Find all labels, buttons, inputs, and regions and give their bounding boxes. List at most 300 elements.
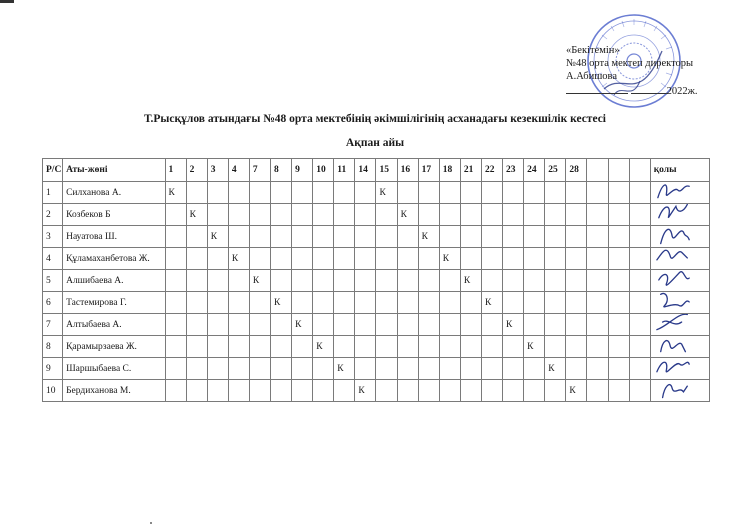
day-cell <box>376 358 397 380</box>
day-cell <box>418 314 439 336</box>
day-cell <box>418 182 439 204</box>
day-cell <box>249 226 270 248</box>
day-cell <box>207 204 228 226</box>
day-cell <box>334 314 355 336</box>
day-cell <box>228 292 249 314</box>
day-cell <box>313 292 334 314</box>
day-cell <box>460 358 481 380</box>
header-day: 28 <box>566 159 587 182</box>
header-day: 16 <box>397 159 418 182</box>
day-cell <box>629 226 650 248</box>
approval-date-line <box>566 84 736 98</box>
duty-mark: К <box>397 204 418 226</box>
day-cell <box>249 380 270 402</box>
day-cell <box>629 380 650 402</box>
day-cell <box>334 204 355 226</box>
day-cell <box>397 248 418 270</box>
day-cell <box>334 270 355 292</box>
day-cell <box>165 292 186 314</box>
duty-mark: К <box>207 226 228 248</box>
employee-name: Алтыбаева А. <box>63 314 165 336</box>
day-cell <box>481 358 502 380</box>
day-cell <box>460 336 481 358</box>
day-cell <box>292 182 313 204</box>
day-cell <box>566 358 587 380</box>
table-row <box>43 314 710 336</box>
day-cell <box>376 380 397 402</box>
duty-mark: К <box>376 182 397 204</box>
day-cell <box>503 358 524 380</box>
day-cell <box>503 292 524 314</box>
day-cell <box>228 314 249 336</box>
employee-name: Бердиханова М. <box>63 380 165 402</box>
duty-mark: К <box>418 226 439 248</box>
handwritten-signature <box>655 314 693 336</box>
employee-name: Қарамырзаева Ж. <box>63 336 165 358</box>
day-cell <box>566 292 587 314</box>
header-number: Р/С <box>43 159 63 182</box>
day-cell <box>334 292 355 314</box>
duty-mark: К <box>271 292 292 314</box>
day-cell <box>587 204 608 226</box>
document-title: Т.Рысқұлов атындағы №48 орта мектебінің әкімшілігінің асханадағы кезекшілік кестесі <box>144 113 606 125</box>
day-cell <box>292 336 313 358</box>
row-number: 3 <box>43 226 63 248</box>
row-number: 4 <box>43 248 63 270</box>
day-cell <box>355 314 376 336</box>
day-cell <box>271 248 292 270</box>
day-cell <box>207 182 228 204</box>
day-cell <box>460 204 481 226</box>
day-cell <box>355 248 376 270</box>
day-cell <box>503 182 524 204</box>
day-cell <box>629 248 650 270</box>
duty-mark: К <box>524 336 545 358</box>
day-cell <box>271 204 292 226</box>
day-cell <box>376 226 397 248</box>
day-cell <box>545 182 566 204</box>
signature-cell <box>650 270 709 292</box>
day-cell <box>313 358 334 380</box>
day-cell <box>629 314 650 336</box>
day-cell <box>249 336 270 358</box>
day-cell <box>566 336 587 358</box>
day-cell <box>503 226 524 248</box>
duty-mark: К <box>186 204 207 226</box>
day-cell <box>271 270 292 292</box>
handwritten-signature <box>655 270 693 292</box>
day-cell <box>376 248 397 270</box>
day-cell <box>313 314 334 336</box>
day-cell <box>186 182 207 204</box>
day-cell <box>207 314 228 336</box>
day-cell <box>608 292 629 314</box>
day-cell <box>292 226 313 248</box>
header-day: 10 <box>313 159 334 182</box>
day-cell <box>186 292 207 314</box>
signature-cell <box>650 336 709 358</box>
day-cell <box>355 182 376 204</box>
day-cell <box>418 204 439 226</box>
day-cell <box>524 270 545 292</box>
header-day: 15 <box>376 159 397 182</box>
header-day: 11 <box>334 159 355 182</box>
day-cell <box>439 204 460 226</box>
day-cell <box>165 248 186 270</box>
approval-year: 2022ж. <box>666 86 698 97</box>
header-day: 7 <box>249 159 270 182</box>
day-cell <box>313 270 334 292</box>
handwritten-signature <box>655 358 693 380</box>
day-cell <box>439 292 460 314</box>
day-cell <box>418 358 439 380</box>
day-cell <box>587 336 608 358</box>
handwritten-signature <box>655 226 693 248</box>
day-cell <box>608 270 629 292</box>
day-cell <box>629 204 650 226</box>
handwritten-signature <box>655 182 693 204</box>
header-signature: қолы <box>650 159 709 182</box>
day-cell <box>629 292 650 314</box>
header-day: 25 <box>545 159 566 182</box>
day-cell <box>545 380 566 402</box>
day-cell <box>271 336 292 358</box>
day-cell <box>397 358 418 380</box>
day-cell <box>608 248 629 270</box>
day-cell <box>186 358 207 380</box>
day-cell <box>503 336 524 358</box>
day-cell <box>418 270 439 292</box>
day-cell <box>629 336 650 358</box>
handwritten-signature <box>655 248 693 270</box>
day-cell <box>629 358 650 380</box>
day-cell <box>292 248 313 270</box>
day-cell <box>587 292 608 314</box>
table-row <box>43 248 710 270</box>
header-day: 18 <box>439 159 460 182</box>
day-cell <box>524 248 545 270</box>
day-cell <box>249 248 270 270</box>
day-cell <box>481 314 502 336</box>
duty-mark: К <box>249 270 270 292</box>
day-cell <box>228 182 249 204</box>
table-row <box>43 358 710 380</box>
day-cell <box>545 204 566 226</box>
day-cell <box>587 358 608 380</box>
header-day <box>608 159 629 182</box>
day-cell <box>228 380 249 402</box>
day-cell <box>271 226 292 248</box>
day-cell <box>228 336 249 358</box>
day-cell <box>249 182 270 204</box>
employee-name: Силханова А. <box>63 182 165 204</box>
day-cell <box>481 270 502 292</box>
day-cell <box>460 380 481 402</box>
day-cell <box>608 314 629 336</box>
document-subtitle: Ақпан айы <box>345 137 405 149</box>
day-cell <box>292 358 313 380</box>
day-cell <box>292 292 313 314</box>
handwritten-signature <box>655 336 693 358</box>
duty-mark: К <box>460 270 481 292</box>
signature-cell <box>650 314 709 336</box>
signature-cell <box>650 248 709 270</box>
day-cell <box>355 358 376 380</box>
day-cell <box>545 292 566 314</box>
day-cell <box>165 314 186 336</box>
header-day: 2 <box>186 159 207 182</box>
duty-mark: К <box>566 380 587 402</box>
day-cell <box>566 182 587 204</box>
day-cell <box>376 204 397 226</box>
day-cell <box>334 336 355 358</box>
approval-director-name: А.Абишова <box>566 71 618 82</box>
day-cell <box>249 204 270 226</box>
day-cell <box>503 380 524 402</box>
day-cell <box>228 226 249 248</box>
duty-mark: К <box>503 314 524 336</box>
day-cell <box>271 358 292 380</box>
employee-name: Шаршыбаева С. <box>63 358 165 380</box>
day-cell <box>418 292 439 314</box>
duty-mark: К <box>313 336 334 358</box>
header-day: 8 <box>271 159 292 182</box>
day-cell <box>271 182 292 204</box>
table-row <box>43 204 710 226</box>
row-number: 7 <box>43 314 63 336</box>
employee-name: Құламаханбетова Ж. <box>63 248 165 270</box>
day-cell <box>608 204 629 226</box>
handwritten-signature <box>655 380 693 402</box>
day-cell <box>524 292 545 314</box>
row-number: 9 <box>43 358 63 380</box>
day-cell <box>397 380 418 402</box>
day-cell <box>545 270 566 292</box>
day-cell <box>481 226 502 248</box>
day-cell <box>397 314 418 336</box>
day-cell <box>503 248 524 270</box>
scan-corner-mark <box>0 0 14 3</box>
day-cell <box>587 270 608 292</box>
day-cell <box>587 226 608 248</box>
day-cell <box>313 248 334 270</box>
header-day: 17 <box>418 159 439 182</box>
day-cell <box>439 336 460 358</box>
day-cell <box>186 270 207 292</box>
header-day <box>629 159 650 182</box>
day-cell <box>397 292 418 314</box>
day-cell <box>503 204 524 226</box>
employee-name: Алшибаева А. <box>63 270 165 292</box>
day-cell <box>397 270 418 292</box>
header-day: 23 <box>503 159 524 182</box>
day-cell <box>460 314 481 336</box>
day-cell <box>165 270 186 292</box>
row-number: 1 <box>43 182 63 204</box>
duty-mark: К <box>439 248 460 270</box>
signature-cell <box>650 292 709 314</box>
day-cell <box>629 270 650 292</box>
day-cell <box>481 204 502 226</box>
day-cell <box>376 336 397 358</box>
day-cell <box>608 380 629 402</box>
day-cell <box>249 314 270 336</box>
signature-cell <box>650 182 709 204</box>
day-cell <box>545 336 566 358</box>
day-cell <box>524 358 545 380</box>
table-row <box>43 292 710 314</box>
day-cell <box>165 358 186 380</box>
day-cell <box>608 358 629 380</box>
day-cell <box>292 204 313 226</box>
row-number: 10 <box>43 380 63 402</box>
day-cell <box>165 226 186 248</box>
table-row <box>43 380 710 402</box>
day-cell <box>481 248 502 270</box>
header-name: Аты-жөні <box>63 159 165 182</box>
day-cell <box>376 292 397 314</box>
day-cell <box>397 182 418 204</box>
day-cell <box>608 226 629 248</box>
day-cell <box>566 204 587 226</box>
day-cell <box>228 204 249 226</box>
day-cell <box>397 336 418 358</box>
day-cell <box>439 226 460 248</box>
employee-name: Тастемирова Г. <box>63 292 165 314</box>
day-cell <box>249 358 270 380</box>
approval-heading: «Бекітемін» <box>566 45 620 56</box>
day-cell <box>566 226 587 248</box>
date-blank-2 <box>631 84 667 94</box>
day-cell <box>334 226 355 248</box>
header-day: 21 <box>460 159 481 182</box>
day-cell <box>313 380 334 402</box>
day-cell <box>566 270 587 292</box>
day-cell <box>334 248 355 270</box>
day-cell <box>313 204 334 226</box>
day-cell <box>271 380 292 402</box>
day-cell <box>587 314 608 336</box>
table-header-row <box>43 159 710 182</box>
day-cell <box>608 182 629 204</box>
table-row <box>43 182 710 204</box>
table-row <box>43 270 710 292</box>
day-cell <box>376 270 397 292</box>
day-cell <box>524 204 545 226</box>
day-cell <box>545 226 566 248</box>
day-cell <box>207 270 228 292</box>
day-cell <box>271 314 292 336</box>
day-cell <box>439 270 460 292</box>
approval-position: №48 орта мектеп директоры <box>566 58 694 69</box>
day-cell <box>165 380 186 402</box>
handwritten-signature <box>655 204 693 226</box>
header-day: 9 <box>292 159 313 182</box>
day-cell <box>334 380 355 402</box>
day-cell <box>355 226 376 248</box>
day-cell <box>186 248 207 270</box>
day-cell <box>207 292 228 314</box>
day-cell <box>439 182 460 204</box>
day-cell <box>355 336 376 358</box>
duty-mark: К <box>545 358 566 380</box>
day-cell <box>524 380 545 402</box>
signature-cell <box>650 226 709 248</box>
row-number: 5 <box>43 270 63 292</box>
approval-block <box>566 44 736 98</box>
day-cell <box>228 270 249 292</box>
day-cell <box>460 292 481 314</box>
signature-cell <box>650 380 709 402</box>
day-cell <box>376 314 397 336</box>
day-cell <box>207 380 228 402</box>
duty-mark: К <box>334 358 355 380</box>
day-cell <box>207 336 228 358</box>
day-cell <box>566 248 587 270</box>
signature-cell <box>650 204 709 226</box>
day-cell <box>629 182 650 204</box>
duty-mark: К <box>481 292 502 314</box>
day-cell <box>545 248 566 270</box>
header-day: 14 <box>355 159 376 182</box>
day-cell <box>165 336 186 358</box>
day-cell <box>418 248 439 270</box>
scan-speck <box>150 522 152 524</box>
handwritten-signature <box>655 292 693 314</box>
day-cell <box>439 380 460 402</box>
duty-mark: К <box>355 380 376 402</box>
day-cell <box>397 226 418 248</box>
day-cell <box>355 292 376 314</box>
day-cell <box>355 204 376 226</box>
day-cell <box>481 336 502 358</box>
duty-mark: К <box>292 314 313 336</box>
day-cell <box>186 226 207 248</box>
day-cell <box>186 380 207 402</box>
day-cell <box>545 314 566 336</box>
table-row <box>43 226 710 248</box>
header-day: 3 <box>207 159 228 182</box>
day-cell <box>207 358 228 380</box>
day-cell <box>524 226 545 248</box>
day-cell <box>439 358 460 380</box>
day-cell <box>249 292 270 314</box>
header-day: 4 <box>228 159 249 182</box>
employee-name: Науатова Ш. <box>63 226 165 248</box>
day-cell <box>439 314 460 336</box>
day-cell <box>460 182 481 204</box>
day-cell <box>334 182 355 204</box>
header-day <box>587 159 608 182</box>
day-cell <box>460 248 481 270</box>
header-day: 24 <box>524 159 545 182</box>
day-cell <box>481 380 502 402</box>
duty-schedule-table <box>42 158 710 402</box>
header-day: 22 <box>481 159 502 182</box>
day-cell <box>587 380 608 402</box>
day-cell <box>292 270 313 292</box>
day-cell <box>418 336 439 358</box>
day-cell <box>460 226 481 248</box>
day-cell <box>313 226 334 248</box>
day-cell <box>186 336 207 358</box>
day-cell <box>587 182 608 204</box>
day-cell <box>503 270 524 292</box>
day-cell <box>228 358 249 380</box>
day-cell <box>165 204 186 226</box>
duty-mark: К <box>165 182 186 204</box>
signature-cell <box>650 358 709 380</box>
